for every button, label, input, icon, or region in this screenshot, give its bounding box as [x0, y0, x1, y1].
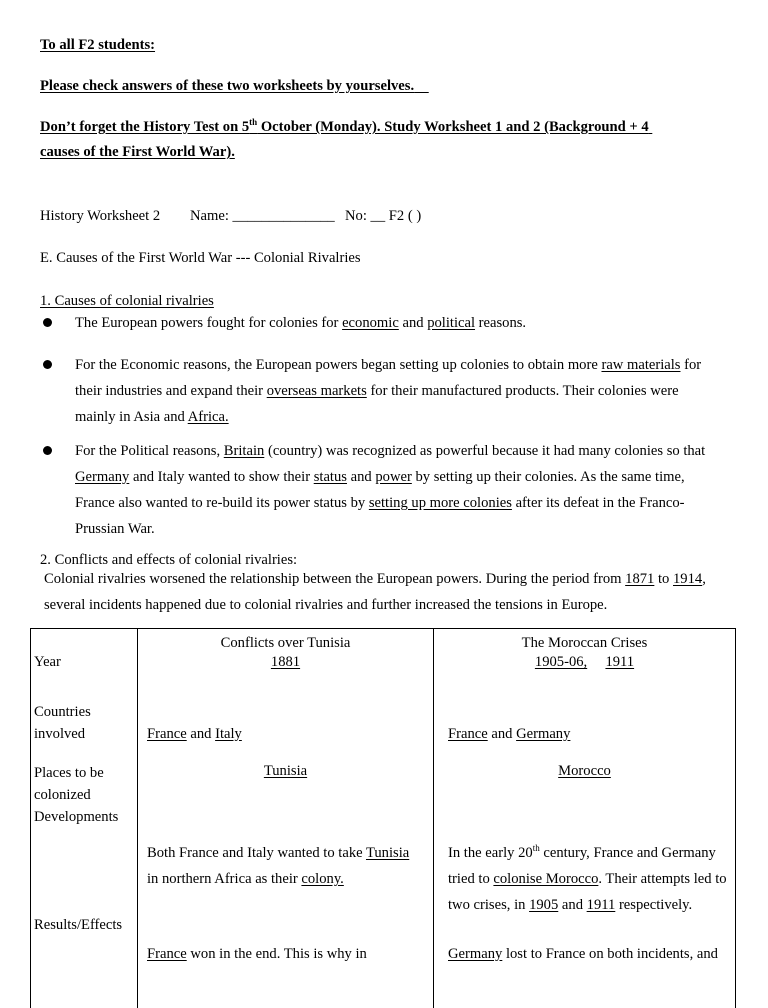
student-number-field: No: __ F2 ( ) [345, 208, 422, 224]
bullet-2-text: For the Economic reasons, the European powers began setting up colonies to obtain more raw materials for their industries and expand their overseas markets for their manufactured products. Their colonies were mainly in Asia and Africa. [75, 357, 702, 425]
morocco-place: Morocco [558, 763, 611, 779]
morocco-results: Germany lost to France on both incidents, and [448, 946, 718, 962]
colonial-rivalries-table [30, 628, 736, 1008]
row-label-countries: Countries [34, 704, 91, 720]
row-label-colonized: colonized [34, 787, 91, 803]
morocco-developments: In the early 20th century, France and Germany tried to colonise Morocco. Their attempts led to two crises, in 1905 and 1911 respectively. [448, 843, 727, 913]
section-title: E. Causes of the First World War --- Colonial Rivalries [40, 250, 361, 266]
row-label-involved: involved [34, 726, 86, 742]
tunisia-countries: France and Italy [147, 726, 242, 742]
row-label-developments: Developments [34, 809, 119, 825]
bullet-icon [43, 318, 52, 327]
part2-heading: 2. Conflicts and effects of colonial rivalries: [40, 552, 298, 568]
name-field: Name: ______________ [190, 208, 335, 224]
bullet-1-text: The European powers fought for colonies for economic and political reasons. [75, 315, 527, 331]
notice-line-2: Please check answers of these two worksheets by yourselves. [40, 78, 415, 94]
row-label-places: Places to be [34, 765, 104, 781]
table-border-right [735, 628, 736, 1008]
row-label-results: Results/Effects [34, 917, 123, 933]
table-divider-1 [137, 628, 138, 1008]
tunisia-header: Conflicts over Tunisia [220, 635, 351, 651]
tunisia-year: 1881 [270, 654, 301, 670]
table-divider-2 [433, 628, 434, 1008]
part2-paragraph: Colonial rivalries worsened the relationship between the European powers. During the period from 1871 to 1914, several incidents happened due to colonial rivalries and further increased the tensions in Europe. [44, 571, 706, 613]
part1-heading: 1. Causes of colonial rivalries [40, 293, 214, 309]
bullet-icon [43, 360, 52, 369]
morocco-header: The Moroccan Crises [521, 635, 648, 651]
table-border-left [30, 628, 31, 1008]
notice-line-1: To all F2 students: [40, 37, 156, 53]
tunisia-results: France won in the end. This is why in [147, 946, 367, 962]
col-header-year: Year [34, 654, 61, 670]
morocco-countries: France and Germany [448, 726, 571, 742]
worksheet-title: History Worksheet 2 [40, 208, 161, 224]
tunisia-place: Tunisia [263, 763, 308, 779]
table-border-top [30, 628, 736, 629]
bullet-icon [43, 446, 52, 455]
morocco-years: 1905-06, 1911 [534, 654, 635, 670]
notice-line-4: causes of the First World War). [40, 144, 235, 160]
tunisia-developments: Both France and Italy wanted to take Tunisia in northern Africa as their colony. [147, 845, 410, 887]
notice-line-3: Don’t forget the History Test on 5th October (Monday). Study Worksheet 1 and 2 (Background + 4 [40, 117, 649, 135]
bullet-3-text: For the Political reasons, Britain (country) was recognized as powerful because it had many colonies so that Germany and Italy wanted to show their status and power by setting up their colonies. As the same time, France also wanted to re-build its power status by setting up more colonies after its defeat in the Franco-Prussian War. [75, 443, 706, 537]
